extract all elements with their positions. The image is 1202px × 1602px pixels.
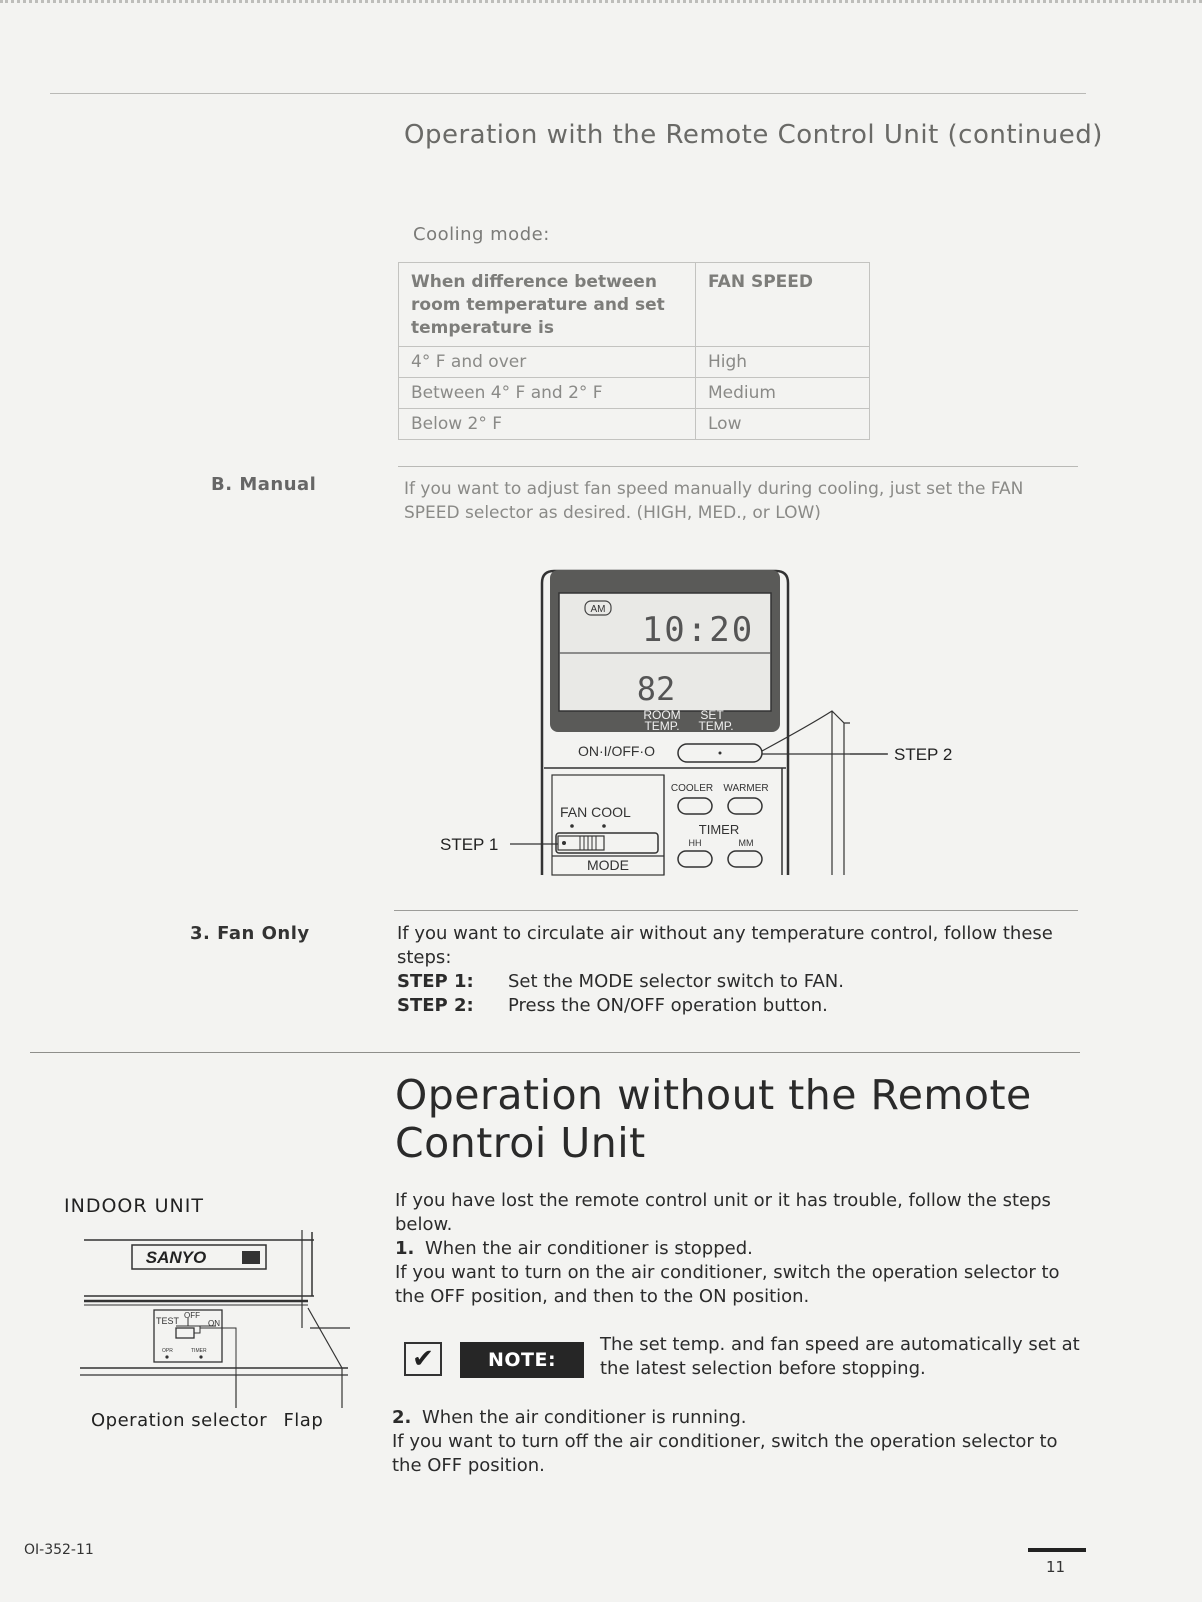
room-temp-label-2: TEMP. — [644, 719, 680, 733]
mode-label: MODE — [587, 857, 629, 873]
checkmark-icon: ✔ — [404, 1342, 442, 1376]
cooler-button — [678, 798, 712, 814]
table-cell: 4° F and over — [399, 347, 696, 378]
indoor-unit-illustration — [70, 1228, 360, 1413]
step-text: Set the MODE selector switch to FAN. — [508, 971, 844, 992]
manual-label: B. Manual — [211, 474, 317, 495]
page-number-bar — [1028, 1548, 1086, 1552]
top-dotted-edge — [0, 0, 1202, 7]
fan-only-intro: If you want to circulate air without any temperature control, follow these steps: — [397, 923, 1053, 968]
am-text: AM — [590, 604, 606, 615]
set-temp-label-2: TEMP. — [698, 719, 734, 733]
item-1-head-text: When the air conditioner is stopped. — [425, 1238, 753, 1259]
step1-label: STEP 1 — [440, 835, 499, 854]
switch-off-label: OFF — [184, 1311, 200, 1320]
lcd-temp: 82 — [636, 670, 676, 708]
middle-rule — [30, 1052, 1080, 1053]
note-label: NOTE: — [460, 1342, 584, 1378]
top-rule — [50, 93, 1086, 94]
fan-only-step-1 — [397, 970, 1087, 994]
table-cell: High — [696, 347, 870, 378]
page-number: 11 — [1046, 1558, 1066, 1576]
table-header-cell: When difference between room temperature and set temperature is — [399, 263, 696, 347]
note-text: The set temp. and fan speed are automatically set at the latest selection before stopping. — [600, 1334, 1080, 1379]
step-label: STEP 2: — [397, 995, 474, 1016]
manual-text: If you want to adjust fan speed manually during cooling, just set the FAN SPEED selector as desired. (HIGH, MED., or LOW) — [404, 479, 1024, 523]
table-header-row — [399, 263, 870, 347]
cooler-label: COOLER — [670, 783, 714, 794]
step2-callout-line — [762, 711, 887, 875]
table-cell: Medium — [696, 378, 870, 409]
table-row — [399, 409, 870, 440]
switch-timer-label: TIMER — [191, 1348, 207, 1354]
indoor-unit-label: INDOOR UNIT — [64, 1195, 204, 1217]
switch-test-label: TEST — [156, 1316, 180, 1326]
fan-speed-table — [398, 262, 870, 440]
item-1-heading — [395, 1237, 753, 1261]
item-2-text: If you want to turn off the air conditioner, switch the operation selector to the OFF position. — [392, 1431, 1058, 1476]
timer-label: TIMER — [698, 822, 740, 837]
room-temp-label-1: ROOM — [643, 708, 681, 722]
hh-label: HH — [688, 838, 702, 848]
remote-control-illustration — [420, 565, 980, 880]
fan-only-rule — [394, 910, 1078, 911]
set-temp-label-1: SET — [700, 708, 724, 722]
table-header-cell: FAN SPEED — [696, 263, 870, 347]
hh-button — [678, 851, 712, 867]
table-cell: Below 2° F — [399, 409, 696, 440]
fan-only-step-2 — [397, 994, 1087, 1018]
title-line-2: Controi Unit — [395, 1119, 646, 1167]
title-line-1: Operation without the Remote — [395, 1071, 1032, 1119]
caption-operation-selector: Operation selector — [91, 1410, 268, 1431]
fan-only-label: 3. Fan Only — [190, 923, 310, 944]
indoor-unit-caption — [91, 1410, 323, 1431]
warmer-button — [728, 798, 762, 814]
switch-on-label: ON — [208, 1319, 220, 1328]
mm-label: MM — [738, 838, 754, 848]
warmer-label: WARMER — [723, 783, 769, 794]
item-2-number: 2. — [392, 1407, 412, 1428]
on-off-label: ON·I/OFF·O — [578, 743, 655, 759]
operation-selector-switch — [176, 1328, 194, 1338]
step2-label: STEP 2 — [894, 745, 953, 764]
document-code: OI-352-11 — [24, 1542, 94, 1558]
mm-button — [728, 851, 762, 867]
brand-logo: SANYO — [145, 1248, 207, 1267]
fan-cool-label: FAN COOL — [560, 804, 631, 820]
item-2-heading — [392, 1406, 747, 1430]
table-row — [399, 347, 870, 378]
section-title: Operation with the Remote Control Unit (continued) — [404, 120, 1103, 150]
item-1-number: 1. — [395, 1238, 415, 1259]
operation-without-title — [395, 1071, 1095, 1167]
operation-without-intro: If you have lost the remote control unit or it has trouble, follow the steps below. — [395, 1190, 1051, 1235]
manual-rule — [398, 466, 1078, 467]
table-row — [399, 378, 870, 409]
table-cell: Between 4° F and 2° F — [399, 378, 696, 409]
caption-flap: Flap — [283, 1410, 324, 1431]
lcd-time: 10:20 — [641, 610, 755, 650]
switch-opr-label: OPR — [162, 1348, 173, 1354]
step-label: STEP 1: — [397, 971, 474, 992]
step-text: Press the ON/OFF operation button. — [508, 995, 828, 1016]
item-1-text: If you want to turn on the air conditioner, switch the operation selector to the OFF position, and then to the ON position. — [395, 1262, 1060, 1307]
table-cell: Low — [696, 409, 870, 440]
cooling-mode-label: Cooling mode: — [413, 224, 550, 245]
item-2-head-text: When the air conditioner is running. — [422, 1407, 747, 1428]
